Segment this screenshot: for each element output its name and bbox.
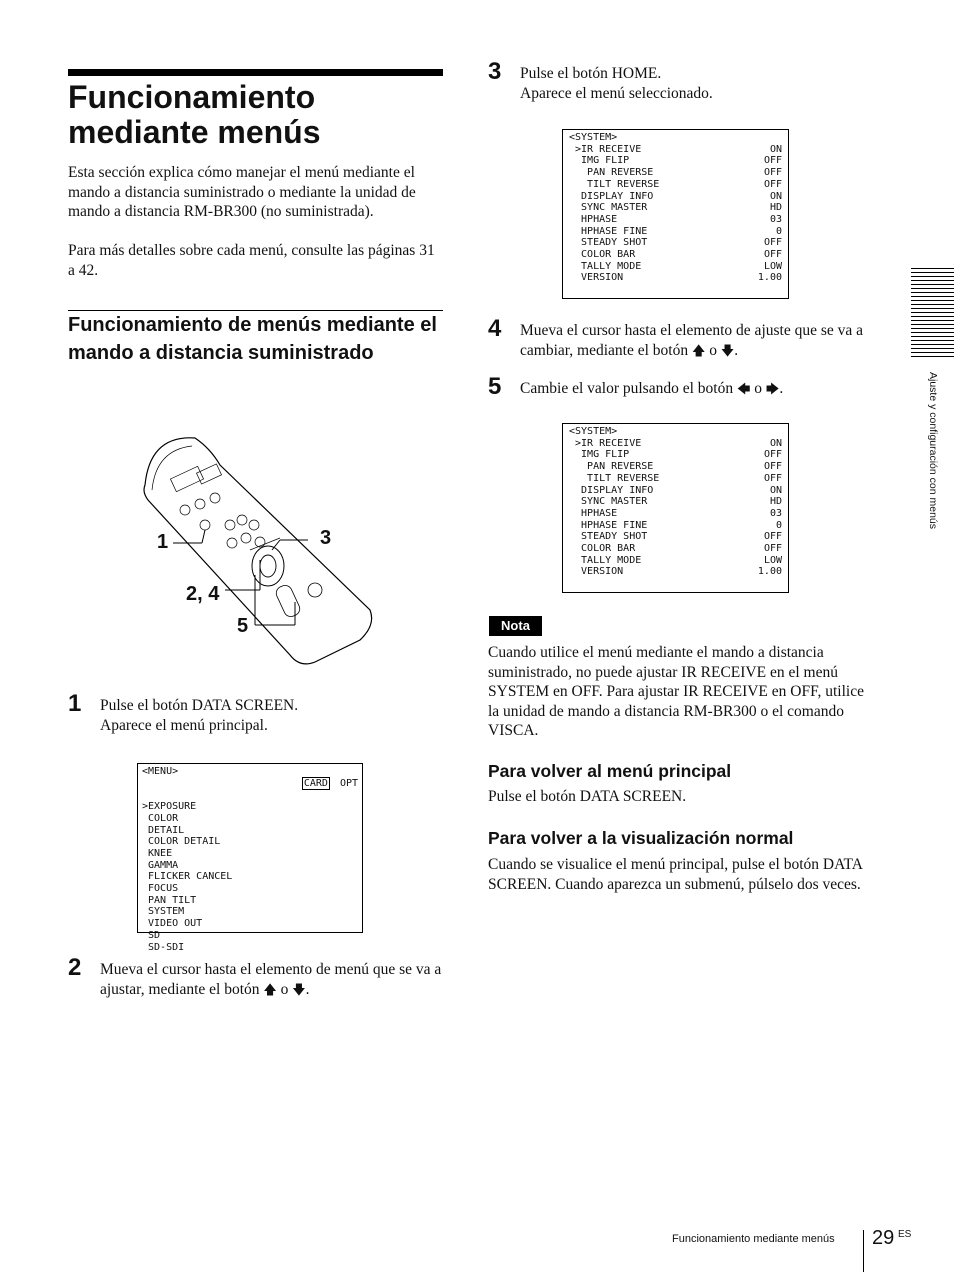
system-row-value: ON	[769, 437, 782, 449]
menu-item-label: COLOR DETAIL	[142, 836, 221, 848]
step-2-text-c: .	[305, 980, 310, 998]
callout-1: 1	[157, 531, 169, 553]
return-normal-text: Cuando se visualice el menú principal, pulse el botón DATA SCREEN. Cuando aparezca un submenú, púlselo dos veces.	[488, 856, 863, 893]
system-row-label: PAN REVERSE	[569, 461, 654, 473]
system-row-value: OFF	[763, 543, 782, 555]
card-badge: CARD	[303, 777, 328, 789]
system-row-value: ON	[769, 190, 782, 202]
system-row	[569, 226, 782, 238]
system-row-value: ON	[769, 143, 782, 155]
arrow-up-icon: 🡅	[263, 981, 277, 997]
system-row-label: STEADY SHOT	[569, 237, 648, 249]
system-row-value: OFF	[763, 155, 782, 167]
menu-item	[142, 871, 358, 883]
note-badge: Nota	[489, 616, 542, 636]
return-normal-heading: Para volver a la visualización normal	[488, 828, 794, 848]
arrow-left-icon: 🡄	[736, 381, 751, 396]
system-row	[569, 473, 782, 485]
system-row-label: TALLY MODE	[569, 554, 642, 566]
system-row-label: SYNC MASTER	[569, 202, 648, 214]
menu-item-label: SD-SDI	[142, 941, 185, 953]
menu-item	[142, 825, 358, 837]
arrow-down-icon: 🡇	[292, 981, 306, 997]
system-row	[569, 508, 782, 520]
system-row-label: IMG FLIP	[569, 155, 630, 167]
system-row-value: LOW	[763, 554, 782, 566]
system-row-value: HD	[769, 496, 782, 508]
menu-item	[142, 918, 358, 930]
step-2-text-a: Mueva el cursor hasta el elemento de menú que se va a ajustar, mediante el botón	[100, 961, 442, 998]
system-screen-1-header	[569, 132, 782, 144]
menu-item-label: VIDEO OUT	[142, 918, 203, 930]
system-row-value: 03	[769, 213, 782, 225]
menu-item	[142, 930, 358, 942]
step-4-number: 4	[488, 315, 502, 342]
system-row	[569, 566, 782, 578]
callout-2-4: 2, 4	[186, 583, 220, 605]
step-1-number: 1	[68, 690, 82, 717]
opt-label: OPT	[339, 777, 358, 789]
return-main-heading: Para volver al menú principal	[488, 761, 732, 781]
note-text: Cuando utilice el menú mediante el mando a distancia suministrado, no puede ajustar IR RECEIVE en el menú SYSTEM en OFF. Para ajustar IR RECEIVE en OFF, utilice la unidad de mando a distancia RM-BR300 o el comando VISCA.	[488, 644, 864, 739]
step-5-text	[520, 379, 865, 399]
step-4-text-a: Mueva el cursor hasta el elemento de ajuste que se va a cambiar, mediante el botón	[520, 322, 864, 359]
system-row	[569, 167, 782, 179]
menu-item-label: DETAIL	[142, 824, 185, 836]
system-row	[569, 449, 782, 461]
callout-5: 5	[237, 615, 249, 637]
menu-item-label: SD	[142, 929, 161, 941]
side-tab-bars	[911, 268, 954, 360]
section-heading: Funcionamiento de menús mediante el mando a distancia suministrado	[68, 314, 437, 364]
menu-item-label: FOCUS	[142, 883, 179, 895]
side-tab-label: Ajuste y configuración con menús	[927, 372, 939, 530]
system-row	[569, 191, 782, 203]
system-row-label: TILT REVERSE	[569, 472, 660, 484]
system-row	[569, 543, 782, 555]
system-row-label: IMG FLIP	[569, 449, 630, 461]
step-4-text-c: .	[734, 341, 739, 359]
system-row	[569, 461, 782, 473]
system-row-value: 03	[769, 507, 782, 519]
system-row	[569, 249, 782, 261]
footer-section: Funcionamiento mediante menús	[672, 1233, 835, 1245]
system-row	[569, 179, 782, 191]
menu-header-label: <MENU>	[142, 766, 179, 777]
system-row-value: 1.00	[757, 566, 782, 578]
menu-item	[142, 813, 358, 825]
system-row-label: VERSION	[569, 566, 624, 578]
system-row-label: TALLY MODE	[569, 260, 642, 272]
system-screen-2	[562, 423, 789, 593]
menu-item-label: FLICKER CANCEL	[142, 871, 233, 883]
system-row	[569, 214, 782, 226]
menu-screen	[137, 763, 363, 953]
menu-item	[142, 860, 358, 872]
system-row-label: COLOR BAR	[569, 543, 636, 555]
page-title-line1: Funcionamiento	[68, 79, 316, 115]
system-row-value: OFF	[763, 237, 782, 249]
page-number: 29	[872, 1227, 895, 1249]
menu-screen-header	[142, 766, 358, 801]
system-row-label: SYNC MASTER	[569, 496, 648, 508]
menu-item-label: COLOR	[142, 812, 179, 824]
system-row	[569, 202, 782, 214]
system-row-value: OFF	[763, 531, 782, 543]
system-screen-1-rows	[569, 144, 782, 284]
menu-item	[142, 801, 358, 813]
system-row	[569, 520, 782, 532]
menu-item	[142, 836, 358, 848]
system-row-label: DISPLAY INFO	[569, 484, 654, 496]
system-row	[569, 261, 782, 273]
step-3-line2: Aparece el menú seleccionado.	[520, 84, 713, 102]
system-row-label: COLOR BAR	[569, 249, 636, 261]
arrow-right-icon: 🡆	[765, 381, 780, 396]
system-row	[569, 496, 782, 508]
system-row-value: 1.00	[757, 272, 782, 284]
system-row	[569, 438, 782, 450]
intro-paragraph-2: Para más detalles sobre cada menú, consulte las páginas 31 a 42.	[68, 242, 435, 279]
menu-item-list	[142, 801, 358, 953]
system-header-label: <SYSTEM>	[569, 132, 618, 143]
system-row-label: TILT REVERSE	[569, 178, 660, 190]
system-row-label: >IR RECEIVE	[569, 437, 642, 449]
system-row	[569, 272, 782, 284]
step-2-number: 2	[68, 954, 82, 981]
section-rule	[68, 310, 443, 311]
step-5-text-b: o	[750, 380, 766, 397]
menu-item	[142, 895, 358, 907]
system-row-value: OFF	[763, 167, 782, 179]
language-code: ES	[898, 1229, 912, 1240]
step-4-text	[520, 321, 865, 360]
menu-item-label: PAN TILT	[142, 894, 197, 906]
remote-control-illustration	[140, 430, 380, 670]
system-row-value: OFF	[763, 249, 782, 261]
step-5-text-a: Cambie el valor pulsando el botón	[520, 380, 737, 397]
system-row-label: HPHASE	[569, 213, 618, 225]
system-row-value: OFF	[763, 461, 782, 473]
step-3-text	[520, 64, 880, 103]
menu-item	[142, 906, 358, 918]
system-screen-2-header	[569, 426, 782, 438]
system-row	[569, 555, 782, 567]
system-screen-1	[562, 129, 789, 299]
page-title-line2: mediante menús	[68, 114, 321, 150]
system-row	[569, 531, 782, 543]
arrow-up-icon: 🡅	[691, 342, 706, 358]
system-row-value: OFF	[763, 178, 782, 190]
step-1-line1: Pulse el botón DATA SCREEN.	[100, 697, 299, 714]
arrow-down-icon: 🡇	[720, 342, 735, 358]
system-row-label: >IR RECEIVE	[569, 143, 642, 155]
menu-item	[142, 942, 358, 954]
system-row-value: ON	[769, 484, 782, 496]
step-1-line2: Aparece el menú principal.	[100, 716, 268, 734]
system-row-label: VERSION	[569, 272, 624, 284]
system-row-label: PAN REVERSE	[569, 167, 654, 179]
system-header-label: <SYSTEM>	[569, 426, 618, 437]
system-row-value: HD	[769, 202, 782, 214]
menu-item-label: GAMMA	[142, 859, 179, 871]
system-row	[569, 237, 782, 249]
system-row-label: HPHASE	[569, 507, 618, 519]
system-row-value: OFF	[763, 472, 782, 484]
step-1-text	[100, 696, 440, 735]
menu-item-label: SYSTEM	[142, 906, 185, 918]
menu-item	[142, 848, 358, 860]
step-5-text-c: .	[779, 380, 784, 397]
callout-3: 3	[320, 527, 332, 549]
system-row	[569, 485, 782, 497]
step-4-text-b: o	[705, 341, 721, 359]
system-row-value: 0	[775, 225, 782, 237]
system-row-label: DISPLAY INFO	[569, 190, 654, 202]
step-2-text	[100, 960, 445, 999]
system-screen-2-rows	[569, 438, 782, 578]
menu-item	[142, 883, 358, 895]
system-row-value: 0	[775, 519, 782, 531]
step-3-line1: Pulse el botón HOME.	[520, 65, 662, 82]
menu-item-label: KNEE	[142, 847, 173, 859]
step-3-number: 3	[488, 58, 502, 85]
footer-divider	[863, 1230, 864, 1272]
page-title	[68, 80, 448, 150]
step-5-number: 5	[488, 373, 502, 400]
system-row-value: LOW	[763, 260, 782, 272]
system-row-value: OFF	[763, 449, 782, 461]
system-row	[569, 144, 782, 156]
return-main-text: Pulse el botón DATA SCREEN.	[488, 788, 687, 805]
intro-paragraph: Esta sección explica cómo manejar el menú mediante el mando a distancia suministrado o mediante la unidad de mando a distancia RM-BR300 (no suministrada).	[68, 164, 416, 220]
system-row-label: STEADY SHOT	[569, 531, 648, 543]
system-row	[569, 155, 782, 167]
step-2-text-b: o	[276, 980, 293, 998]
system-row-label: HPHASE FINE	[569, 225, 648, 237]
menu-header-right	[266, 766, 358, 801]
system-row-label: HPHASE FINE	[569, 519, 648, 531]
title-rule	[68, 69, 443, 76]
menu-item-label: >EXPOSURE	[142, 801, 197, 813]
